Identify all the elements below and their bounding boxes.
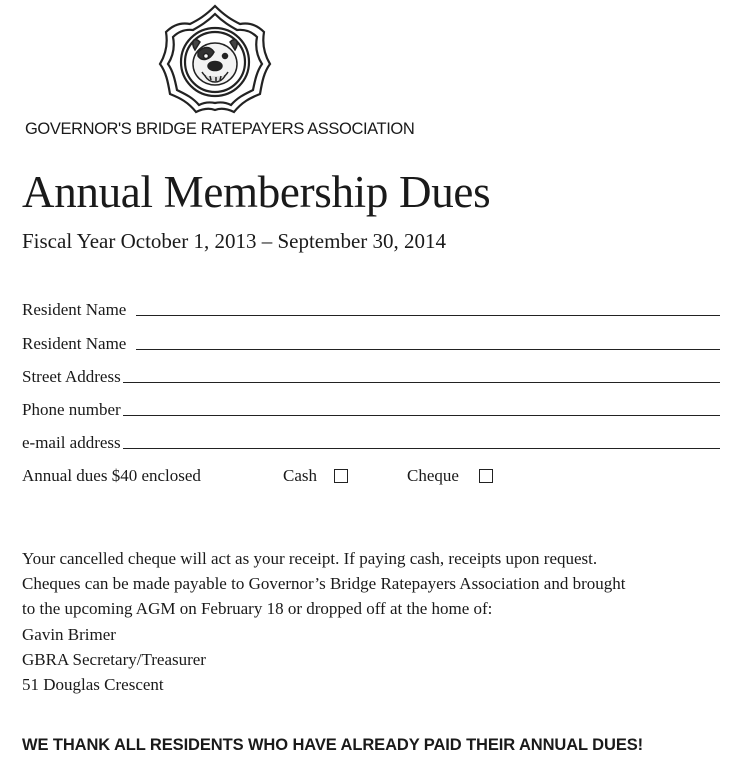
phone-number-label: Phone number xyxy=(22,400,121,419)
street-address-line[interactable] xyxy=(123,381,720,383)
phone-number-line[interactable] xyxy=(123,414,720,416)
organization-name: GOVERNOR'S BRIDGE RATEPAYERS ASSOCIATION xyxy=(25,120,415,138)
instructions-line: Cheques can be made payable to Governor’s Bridge Ratepayers Association and brought xyxy=(22,574,626,594)
cheque-checkbox[interactable] xyxy=(479,469,493,483)
contact-title: GBRA Secretary/Treasurer xyxy=(22,649,206,669)
resident-name-field-1[interactable] xyxy=(22,296,720,320)
email-address-line[interactable] xyxy=(123,447,720,449)
bulldog-rose-crest-icon xyxy=(150,2,280,122)
instructions-text xyxy=(22,546,737,697)
phone-number-field[interactable] xyxy=(22,396,720,420)
street-address-label: Street Address xyxy=(22,367,121,386)
resident-name-line[interactable] xyxy=(136,314,720,316)
email-address-field[interactable] xyxy=(22,429,720,453)
instructions-line: to the upcoming AGM on February 18 or dropped off at the home of: xyxy=(22,599,493,619)
resident-name-label: Resident Name xyxy=(22,334,127,353)
cash-checkbox[interactable] xyxy=(334,469,348,483)
email-address-label: e-mail address xyxy=(22,433,121,452)
fiscal-year-subtitle: Fiscal Year October 1, 2013 – September 30, 2014 xyxy=(22,229,447,253)
resident-name-line[interactable] xyxy=(136,348,720,350)
street-address-field[interactable] xyxy=(22,363,720,387)
resident-name-label: Resident Name xyxy=(22,300,127,319)
cheque-label: Cheque xyxy=(407,466,459,485)
contact-address: 51 Douglas Crescent xyxy=(22,675,164,695)
page-title: Annual Membership Dues xyxy=(22,167,491,217)
resident-name-field-2[interactable] xyxy=(22,330,720,354)
cash-label: Cash xyxy=(283,466,317,485)
thank-you-message: WE THANK ALL RESIDENTS WHO HAVE ALREADY PAID THEIR ANNUAL DUES! xyxy=(22,736,644,754)
contact-name: Gavin Brimer xyxy=(22,624,116,644)
instructions-line: Your cancelled cheque will act as your receipt. If paying cash, receipts upon request. xyxy=(22,549,598,568)
annual-dues-label: Annual dues $40 enclosed xyxy=(22,466,201,485)
